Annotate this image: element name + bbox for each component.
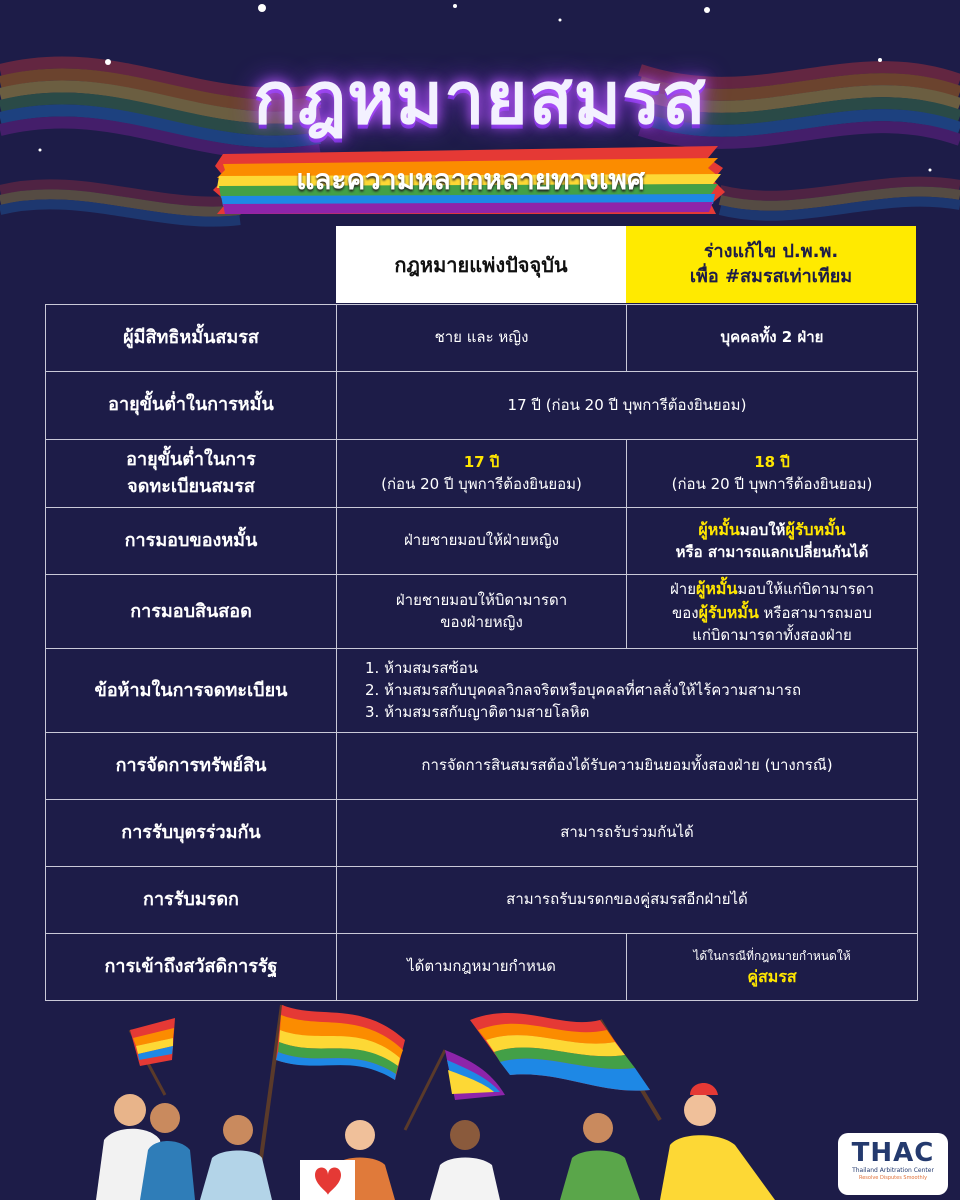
- list-item: 2. ห้ามสมรสกับบุคคลวิกลจริตหรือบุคคลที่ศาลสั่งให้ไร้ความสามารถ: [365, 680, 802, 699]
- row-label: การจัดการทรัพย์สิน: [46, 733, 337, 800]
- draft-line2: หรือ สามารถแลกเปลี่ยนกันได้: [675, 543, 869, 561]
- draft-fiancee: ผู้รับหมั้น: [698, 602, 759, 622]
- row-label-line1: อายุขั้นต่ำในการ: [126, 449, 256, 471]
- row-label: ข้อห้ามในการจดทะเบียน: [46, 649, 337, 733]
- table-row: [46, 508, 918, 575]
- page-title: กฎหมายสมรส: [253, 56, 707, 140]
- draft-header-line1: ร่างแก้ไข ป.พ.พ.: [703, 241, 839, 263]
- column-header-draft-law: [626, 226, 916, 303]
- cell-current: [337, 440, 627, 508]
- pride-flag-icon: [470, 1013, 660, 1120]
- row-label: การมอบของหมั้น: [46, 508, 337, 575]
- cell-current: ฝ่ายชายมอบให้ฝ่ายหญิง: [337, 508, 627, 575]
- cell-current: ได้ตามกฎหมายกำหนด: [337, 934, 627, 1001]
- pride-flag-icon: [405, 1050, 505, 1130]
- current-note: (ก่อน 20 ปี บุพการีต้องยินยอม): [381, 474, 582, 493]
- row-label: อายุขั้นต่ำในการหมั้น: [46, 372, 337, 440]
- cell-draft: [627, 934, 918, 1001]
- cell-both: สามารถรับร่วมกันได้: [337, 800, 918, 867]
- cell-both: สามารถรับมรดกของคู่สมรสอีกฝ่ายได้: [337, 867, 918, 934]
- table-row: [46, 733, 918, 800]
- subtitle-ribbon: [213, 146, 728, 214]
- row-label: การเข้าถึงสวัสดิการรัฐ: [46, 934, 337, 1001]
- pride-flag-icon: [130, 1018, 175, 1095]
- cell-both: [337, 649, 918, 733]
- table-row: [46, 867, 918, 934]
- cell-draft: [627, 508, 918, 575]
- current-line2: ของฝ่ายหญิง: [440, 612, 523, 631]
- cell-current: [337, 575, 627, 649]
- draft-line1: ได้ในกรณีที่กฎหมายกำหนดให้: [693, 948, 851, 963]
- draft-note: (ก่อน 20 ปี บุพการีต้องยินยอม): [671, 474, 873, 493]
- logo-name: THAC: [851, 1138, 935, 1168]
- row-label-line2: จดทะเบียนสมรส: [127, 475, 255, 497]
- table-row: [46, 800, 918, 867]
- current-line1: ฝ่ายชายมอบให้บิดามารดา: [395, 590, 568, 609]
- draft-give: มอบให้: [739, 521, 786, 540]
- cell-both: 17 ปี (ก่อน 20 ปี บุพการีต้องยินยอม): [337, 372, 918, 440]
- row-label: การรับมรดก: [46, 867, 337, 934]
- table-row: [46, 440, 918, 508]
- list-item: 3. ห้ามสมรสกับญาติตามสายโลหิต: [365, 702, 590, 721]
- cell-both: การจัดการสินสมรสต้องได้รับความยินยอมทั้งสองฝ่าย (บางกรณี): [337, 733, 918, 800]
- comparison-table: [45, 304, 918, 1001]
- draft-header-line2: เพื่อ #สมรสเท่าเทียม: [689, 265, 853, 287]
- draft-line3: แก่บิดามารดาทั้งสองฝ่าย: [692, 625, 852, 644]
- draft-fiancee: ผู้รับหมั้น: [785, 520, 846, 540]
- draft-text-c: มอบให้แก่บิดามารดา: [737, 580, 875, 598]
- cell-draft: [627, 575, 918, 649]
- table-row: [46, 934, 918, 1001]
- list-item: 1. ห้ามสมรสซ้อน: [365, 659, 478, 678]
- table-row: [46, 575, 918, 649]
- cell-current: ชาย และ หญิง: [337, 305, 627, 372]
- draft-text-d: ของ: [672, 603, 699, 622]
- pride-flag-icon: [258, 1005, 405, 1180]
- draft-line2: คู่สมรส: [747, 966, 797, 986]
- table-row: [46, 372, 918, 440]
- current-age: 17 ปี: [463, 452, 500, 471]
- row-label: การรับบุตรร่วมกัน: [46, 800, 337, 867]
- row-label: [46, 440, 337, 508]
- crowd-with-pride-flags-illustration: [0, 1000, 960, 1200]
- logo-org: Thailand Arbitration Center: [852, 1167, 934, 1174]
- logo-tagline: Resolve Disputes Smoothly: [858, 1175, 928, 1181]
- draft-fiance: ผู้หมั้น: [696, 579, 738, 598]
- cell-draft: บุคคลทั้ง 2 ฝ่าย: [627, 305, 918, 372]
- draft-text-f: หรือสามารถมอบ: [758, 603, 872, 622]
- column-header-current-law: กฎหมายแพ่งปัจจุบัน: [336, 226, 626, 303]
- table-row: [46, 649, 918, 733]
- subtitle: และความหลากหลายทางเพศ: [296, 163, 645, 196]
- cell-draft: [627, 440, 918, 508]
- row-label: ผู้มีสิทธิหมั้นสมรส: [46, 305, 337, 372]
- draft-age: 18 ปี: [754, 452, 790, 471]
- draft-text-a: ฝ่าย: [669, 580, 696, 598]
- thac-logo: [838, 1133, 948, 1195]
- people-icon: [96, 1083, 775, 1200]
- table-row: [46, 305, 918, 372]
- row-label: การมอบสินสอด: [46, 575, 337, 649]
- draft-fiance: ผู้หมั้น: [698, 520, 740, 540]
